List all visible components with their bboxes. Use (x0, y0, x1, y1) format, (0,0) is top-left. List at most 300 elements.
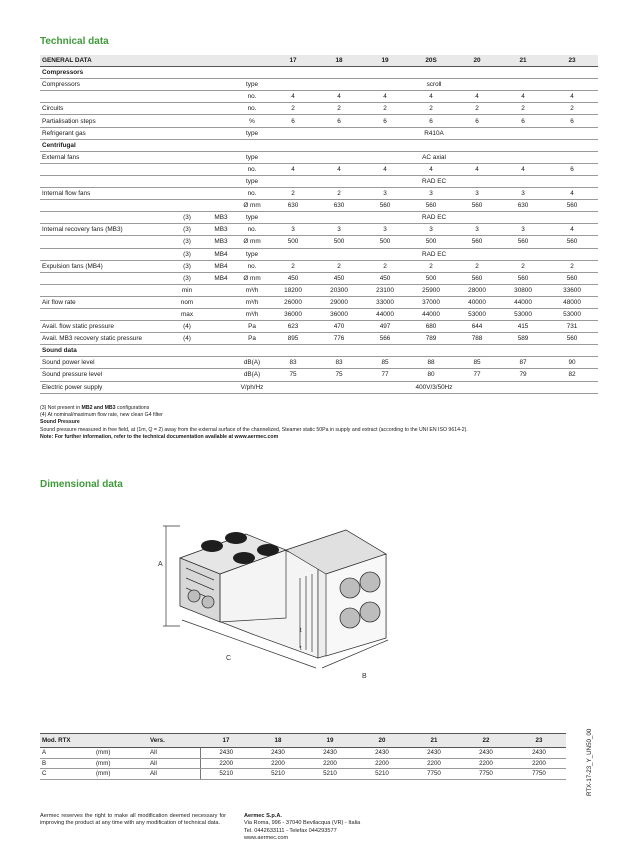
row-value: 3 (270, 224, 316, 236)
row-note: nom (166, 296, 208, 308)
sound-pressure-text: Sound pressure measured in free field, at (1m, Q = 2) away from the external surface of the channelized, Steamer static 50Pa in supply and extract (according to the UNI EN ISO 9614-2). (40, 426, 468, 433)
row-value: 75 (270, 369, 316, 381)
row-value: 731 (546, 321, 598, 333)
row-code (208, 200, 234, 212)
dim-value: 2200 (252, 758, 304, 769)
row-value: 500 (362, 236, 408, 248)
row-code (208, 333, 234, 345)
row-value: 88 (408, 357, 454, 369)
row-value: 2 (454, 260, 500, 272)
row-note (166, 357, 208, 369)
row-unit: % (234, 115, 270, 127)
row-value: 4 (408, 163, 454, 175)
row-value: 36000 (270, 308, 316, 320)
table-row (40, 769, 566, 780)
row-value: 566 (362, 333, 408, 345)
dim-label-t1: t (300, 628, 302, 634)
dim-unit: (mm) (94, 769, 148, 780)
table-row (40, 200, 598, 212)
row-value: 2 (270, 188, 316, 200)
row-value: 450 (270, 272, 316, 284)
row-note (166, 200, 208, 212)
row-label (40, 236, 166, 248)
row-label: Compressors (40, 79, 166, 91)
row-value: 788 (454, 333, 500, 345)
row-note (166, 381, 208, 393)
dim-value: 2430 (460, 748, 512, 759)
row-value: 560 (362, 200, 408, 212)
header-model: 21 (408, 734, 460, 748)
dim-value: 5210 (304, 769, 356, 780)
row-span-value: AC axial (270, 151, 598, 163)
row-note (166, 151, 208, 163)
row-unit: no. (234, 188, 270, 200)
dim-label-b: B (362, 673, 367, 680)
dim-unit: (mm) (94, 748, 148, 759)
row-value: 2 (270, 260, 316, 272)
row-label: Refrigerant gas (40, 127, 166, 139)
header-model: 23 (546, 55, 598, 67)
row-value: 2 (408, 260, 454, 272)
technical-data-table (40, 55, 598, 394)
dim-unit: (mm) (94, 758, 148, 769)
table-row (40, 103, 598, 115)
row-value: 4 (454, 163, 500, 175)
row-code (208, 381, 234, 393)
table-row (40, 381, 598, 393)
row-value: 85 (362, 357, 408, 369)
row-code (208, 151, 234, 163)
row-unit: type (234, 151, 270, 163)
row-label: Expulsion fans (MB4) (40, 260, 166, 272)
row-note (166, 175, 208, 187)
dim-vers: All (148, 748, 200, 759)
row-value: 3 (408, 224, 454, 236)
row-value: 29000 (316, 296, 362, 308)
footer-disclaimer: Aermec reserves the right to make all modification deemed necessary for improving the product at any time with any modification of technical data. (40, 813, 226, 827)
row-label: Circuits (40, 103, 166, 115)
note-3: (3) Not present in MB2 and MB3 configurations (40, 405, 150, 411)
notes (40, 405, 600, 441)
row-unit: no. (234, 260, 270, 272)
row-value: 560 (454, 236, 500, 248)
table-row (40, 321, 598, 333)
row-unit: V/ph/Hz (234, 381, 270, 393)
table-row (40, 236, 598, 248)
row-value: 560 (454, 200, 500, 212)
row-note: (3) (166, 248, 208, 260)
row-label (40, 91, 166, 103)
row-value: 450 (362, 272, 408, 284)
row-value: 30800 (500, 284, 546, 296)
row-value: 2 (270, 103, 316, 115)
dim-letter: B (40, 758, 94, 769)
row-value: 3 (500, 188, 546, 200)
row-value: 2 (362, 103, 408, 115)
section-label: Sound data (40, 345, 598, 357)
header-model: 21 (500, 55, 546, 67)
row-label: Avail. MB3 recovery static pressure (40, 333, 166, 345)
row-note: (3) (166, 224, 208, 236)
row-span-value: scroll (270, 79, 598, 91)
table-header-row (40, 55, 598, 67)
row-unit: Ø mm (234, 200, 270, 212)
dim-vers: All (148, 758, 200, 769)
row-code (208, 175, 234, 187)
dim-header-row (40, 734, 566, 748)
row-value: 560 (500, 236, 546, 248)
row-value: 48000 (546, 296, 598, 308)
table-row (40, 369, 598, 381)
dim-letter: A (40, 748, 94, 759)
row-value: 80 (408, 369, 454, 381)
row-value: 560 (408, 200, 454, 212)
row-note (166, 79, 208, 91)
row-value: 6 (546, 115, 598, 127)
row-label: Avail. flow static pressure (40, 321, 166, 333)
row-value: 6 (500, 115, 546, 127)
row-unit: no. (234, 103, 270, 115)
dim-value: 5210 (356, 769, 408, 780)
row-label: Internal flow fans (40, 188, 166, 200)
row-unit: Pa (234, 321, 270, 333)
row-code (208, 103, 234, 115)
row-value: 630 (270, 200, 316, 212)
company-web: www.aermec.com (244, 835, 289, 842)
row-unit: dB(A) (234, 369, 270, 381)
row-value: 75 (316, 369, 362, 381)
dim-value: 2200 (408, 758, 460, 769)
row-value: 560 (546, 272, 598, 284)
row-span-value: RAD EC (270, 212, 598, 224)
row-code: MB4 (208, 260, 234, 272)
row-value: 4 (316, 163, 362, 175)
sound-pressure-title: Sound Pressure (40, 419, 80, 426)
table-row (40, 127, 598, 139)
row-label (40, 284, 166, 296)
row-note (166, 127, 208, 139)
row-code (208, 127, 234, 139)
row-value: 82 (546, 369, 598, 381)
row-value: 644 (454, 321, 500, 333)
row-value: 53000 (454, 308, 500, 320)
row-value: 36000 (316, 308, 362, 320)
row-value: 680 (408, 321, 454, 333)
dim-value: 2200 (304, 758, 356, 769)
row-label (40, 212, 166, 224)
row-value: 90 (546, 357, 598, 369)
row-value: 560 (500, 272, 546, 284)
row-code (208, 284, 234, 296)
row-value: 23100 (362, 284, 408, 296)
row-value: 6 (316, 115, 362, 127)
section-label: Centrifugal (40, 139, 598, 151)
row-value: 4 (362, 163, 408, 175)
row-code (208, 296, 234, 308)
table-row (40, 357, 598, 369)
row-value: 44000 (408, 308, 454, 320)
row-value: 28000 (454, 284, 500, 296)
row-value: 3 (362, 224, 408, 236)
row-note (166, 188, 208, 200)
dim-value: 2430 (408, 748, 460, 759)
row-label (40, 175, 166, 187)
row-value: 3 (316, 224, 362, 236)
table-row (40, 345, 598, 357)
dim-value: 2200 (356, 758, 408, 769)
table-row (40, 212, 598, 224)
row-unit: no. (234, 163, 270, 175)
row-note: max (166, 308, 208, 320)
row-label: Sound power level (40, 357, 166, 369)
row-value: 589 (500, 333, 546, 345)
row-unit: dB(A) (234, 357, 270, 369)
row-value: 2 (454, 103, 500, 115)
row-unit: type (234, 248, 270, 260)
row-span-value: 400V/3/50Hz (270, 381, 598, 393)
header-model: 17 (200, 734, 252, 748)
row-value: 630 (500, 200, 546, 212)
dim-value: 2430 (512, 748, 566, 759)
table-row (40, 67, 598, 79)
dimensional-data-table (40, 733, 566, 780)
table-row (40, 272, 598, 284)
header-model: 20 (454, 55, 500, 67)
table-row (40, 284, 598, 296)
row-note: (4) (166, 333, 208, 345)
header-model: 18 (316, 55, 362, 67)
dim-value: 7750 (408, 769, 460, 780)
row-value: 560 (454, 272, 500, 284)
row-code (208, 357, 234, 369)
document-code: RTX-17-23_Y_UN50_00 (586, 728, 593, 796)
row-label: Electric power supply (40, 381, 166, 393)
row-value: 37000 (408, 296, 454, 308)
row-value: 4 (270, 163, 316, 175)
row-note (166, 115, 208, 127)
row-label (40, 272, 166, 284)
dim-value: 7750 (512, 769, 566, 780)
technical-data-title: Technical data (40, 36, 109, 47)
dim-value: 2430 (356, 748, 408, 759)
table-row (40, 163, 598, 175)
dim-value: 2200 (460, 758, 512, 769)
dim-label-t2: t (300, 646, 302, 652)
table-row (40, 333, 598, 345)
header-model: 22 (460, 734, 512, 748)
row-label: Sound pressure level (40, 369, 166, 381)
row-label: External fans (40, 151, 166, 163)
row-span-value: RAD EC (270, 175, 598, 187)
row-unit: no. (234, 91, 270, 103)
row-note: (3) (166, 212, 208, 224)
header-model: 18 (252, 734, 304, 748)
table-row (40, 248, 598, 260)
row-label (40, 308, 166, 320)
row-value: 776 (316, 333, 362, 345)
row-unit: type (234, 175, 270, 187)
row-unit: Pa (234, 333, 270, 345)
row-value: 6 (546, 163, 598, 175)
row-value: 2 (316, 188, 362, 200)
row-code: MB4 (208, 272, 234, 284)
row-value: 4 (546, 224, 598, 236)
row-value: 560 (546, 333, 598, 345)
header-model: 23 (512, 734, 566, 748)
header-model: 19 (362, 55, 408, 67)
table-row (40, 79, 598, 91)
row-value: 470 (316, 321, 362, 333)
row-unit: type (234, 212, 270, 224)
row-note: (3) (166, 236, 208, 248)
row-value: 4 (500, 91, 546, 103)
row-label (40, 248, 166, 260)
table-row (40, 91, 598, 103)
row-note: min (166, 284, 208, 296)
row-unit: type (234, 127, 270, 139)
row-code (208, 321, 234, 333)
row-value: 6 (408, 115, 454, 127)
row-value: 623 (270, 321, 316, 333)
row-value: 4 (546, 91, 598, 103)
row-value: 33000 (362, 296, 408, 308)
table-row (40, 175, 598, 187)
row-value: 497 (362, 321, 408, 333)
table-row (40, 748, 566, 759)
row-value: 18200 (270, 284, 316, 296)
row-value: 3 (454, 188, 500, 200)
unit-dimension-drawing (150, 508, 420, 688)
section-label: Compressors (40, 67, 598, 79)
row-unit: m³/h (234, 296, 270, 308)
row-value: 415 (500, 321, 546, 333)
row-unit: m³/h (234, 284, 270, 296)
row-code (208, 369, 234, 381)
row-value: 3 (454, 224, 500, 236)
header-model: 17 (270, 55, 316, 67)
row-code (208, 188, 234, 200)
row-value: 6 (362, 115, 408, 127)
table-row (40, 115, 598, 127)
row-value: 79 (500, 369, 546, 381)
row-value: 20300 (316, 284, 362, 296)
row-label (40, 163, 166, 175)
row-value: 2 (500, 260, 546, 272)
row-code: MB4 (208, 248, 234, 260)
row-value: 450 (316, 272, 362, 284)
dim-value: 5210 (252, 769, 304, 780)
row-unit: Ø mm (234, 236, 270, 248)
row-value: 6 (454, 115, 500, 127)
row-span-value: R410A (270, 127, 598, 139)
row-value: 87 (500, 357, 546, 369)
row-label: Air flow rate (40, 296, 166, 308)
row-span-value: RAD EC (270, 248, 598, 260)
row-value: 500 (408, 272, 454, 284)
header-model: 19 (304, 734, 356, 748)
row-value: 2 (546, 103, 598, 115)
table-row (40, 188, 598, 200)
dim-label-c: C (226, 655, 232, 662)
company-phone: Tel. 0442633111 - Telefax 044293577 (244, 827, 337, 834)
company-address: Via Roma, 996 - 37040 Bevilacqua (VR) - Italia (244, 820, 361, 827)
row-value: 2 (362, 260, 408, 272)
row-value: 3 (500, 224, 546, 236)
row-value: 53000 (500, 308, 546, 320)
table-row (40, 139, 598, 151)
table-row (40, 308, 598, 320)
header-model: 20S (408, 55, 454, 67)
row-note (166, 163, 208, 175)
row-value: 3 (362, 188, 408, 200)
row-value: 560 (546, 236, 598, 248)
dim-letter: C (40, 769, 94, 780)
row-value: 40000 (454, 296, 500, 308)
row-note (166, 91, 208, 103)
row-label: Partialisation steps (40, 115, 166, 127)
table-row (40, 224, 598, 236)
row-note: (3) (166, 260, 208, 272)
dim-value: 2430 (304, 748, 356, 759)
row-value: 33600 (546, 284, 598, 296)
row-value: 560 (546, 200, 598, 212)
row-code (208, 91, 234, 103)
row-value: 500 (408, 236, 454, 248)
dim-value: 7750 (460, 769, 512, 780)
row-code: MB3 (208, 236, 234, 248)
row-code (208, 308, 234, 320)
row-value: 500 (270, 236, 316, 248)
dim-value: 2430 (252, 748, 304, 759)
row-value: 895 (270, 333, 316, 345)
dim-value: 2430 (200, 748, 252, 759)
row-unit: no. (234, 224, 270, 236)
row-value: 44000 (362, 308, 408, 320)
row-value: 3 (408, 188, 454, 200)
row-value: 53000 (546, 308, 598, 320)
row-value: 500 (316, 236, 362, 248)
row-value: 2 (316, 103, 362, 115)
row-value: 85 (454, 357, 500, 369)
row-label (40, 200, 166, 212)
dim-vers: All (148, 769, 200, 780)
note-4: (4) At nominal/maximum flow rate, new clean G4 filter (40, 412, 163, 419)
row-value: 630 (316, 200, 362, 212)
row-code: MB3 (208, 224, 234, 236)
row-code (208, 115, 234, 127)
row-code (208, 79, 234, 91)
row-value: 77 (362, 369, 408, 381)
row-value: 2 (316, 260, 362, 272)
row-value: 2 (546, 260, 598, 272)
row-unit: type (234, 79, 270, 91)
dim-label-a: A (158, 561, 163, 568)
table-row (40, 758, 566, 769)
row-label: Internal recovery fans (MB3) (40, 224, 166, 236)
header-vers: Vers. (148, 734, 200, 748)
row-unit: Ø mm (234, 272, 270, 284)
row-value: 4 (546, 188, 598, 200)
header-general-data: GENERAL DATA (40, 55, 270, 67)
row-note (166, 369, 208, 381)
row-value: 83 (270, 357, 316, 369)
dimensional-data-title: Dimensional data (40, 479, 123, 490)
row-value: 77 (454, 369, 500, 381)
table-row (40, 260, 598, 272)
row-value: 4 (454, 91, 500, 103)
header-model: 20 (356, 734, 408, 748)
row-code: MB3 (208, 212, 234, 224)
